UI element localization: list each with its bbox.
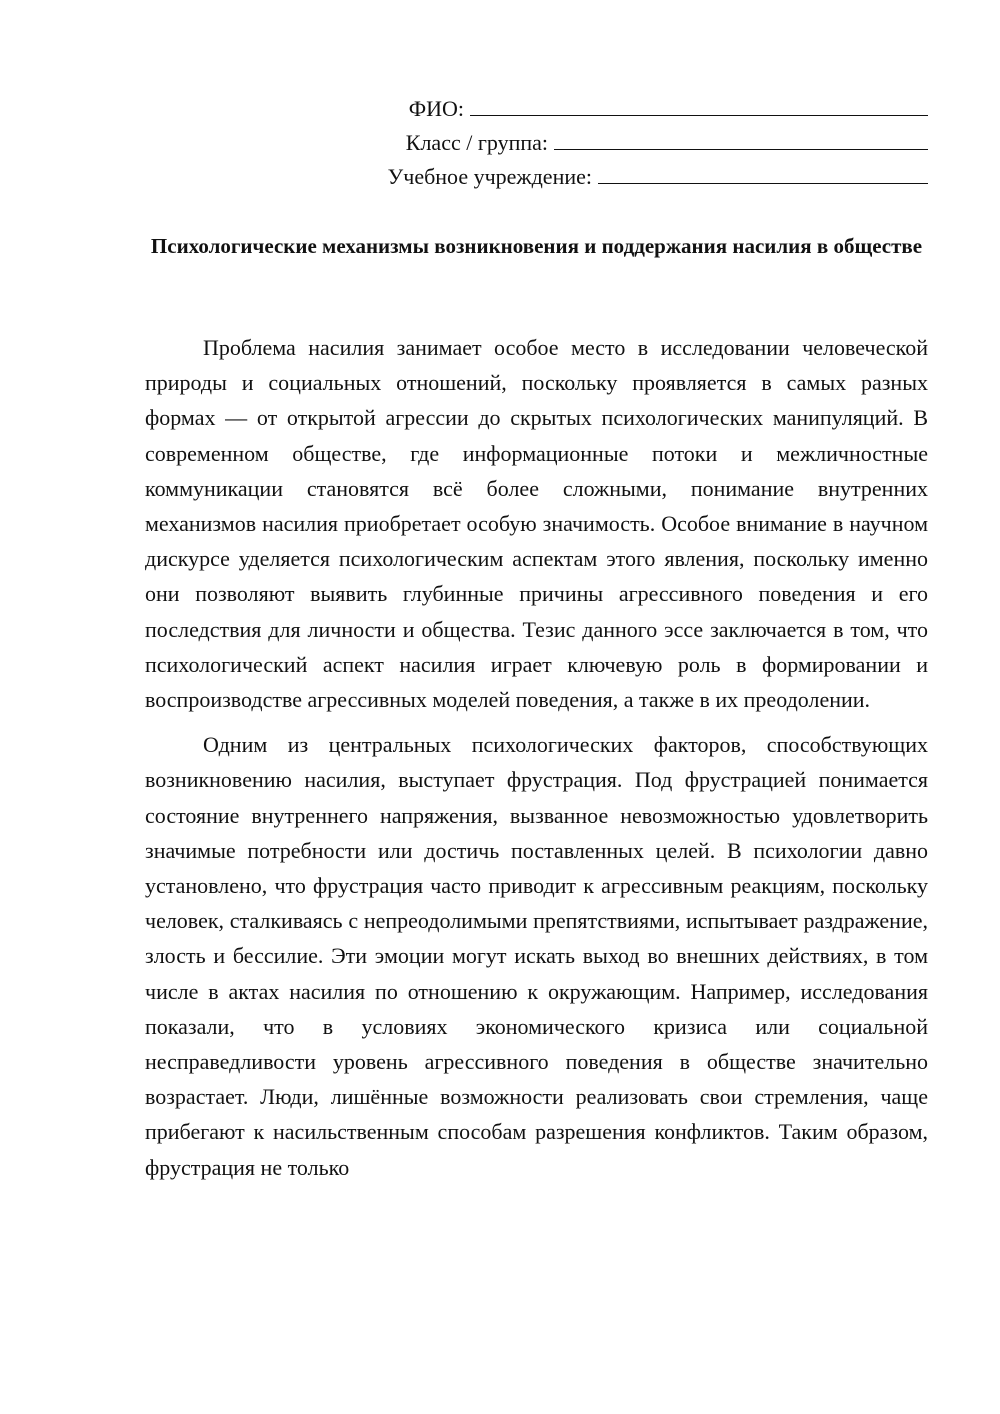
fio-label: ФИО:	[408, 96, 464, 121]
class-label: Класс / группа:	[405, 130, 548, 155]
school-blank-line	[598, 161, 928, 184]
paragraph-2: Одним из центральных психологических факторов, способствующих возникновению насилия, выступает фрустрация. Под фрустрацией понимается состояние внутреннего напряжения, вызванное невозможностью удовлетворить значимые потребности или достичь поставленных целей. В психологии давно установлено, что фрустрация часто приводит к агрессивным реакциям, поскольку человек, сталкиваясь с непреодолимыми препятствиями, испытывает раздражение, злость и бессилие. Эти эмоции могут искать выход во внешних действиях, в том числе в актах насилия по отношению к окружающим. Например, исследования показали, что в условиях экономического кризиса или социальной несправедливости уровень агрессивного поведения в обществе значительно возрастает. Люди, лишённые возможности реализовать свои стремления, чаще прибегают к насильственным способам разрешения конфликтов. Таким образом, фрустрация не только	[145, 732, 928, 1180]
essay-body	[145, 330, 928, 1195]
school-label: Учебное учреждение:	[387, 164, 592, 189]
fio-blank-line	[470, 93, 928, 116]
essay-title: Психологические механизмы возникновения и поддержания насилия в обществе	[150, 234, 923, 258]
class-row	[368, 126, 928, 160]
paragraph-1: Проблема насилия занимает особое место в исследовании человеческой природы и социальных отношений, поскольку проявляется в самых разных формах — от открытой агрессии до скрытых психологических манипуляций. В современном обществе, где информационные потоки и межличностные коммуникации становятся всё более сложными, понимание внутренних механизмов насилия приобретает особую значимость. Особое внимание в научном дискурсе уделяется психологическим аспектам этого явления, поскольку именно они позволяют выявить глубинные причины агрессивного поведения и его последствия для личности и общества. Тезис данного эссе заключается в том, что психологический аспект насилия играет ключевую роль в формировании и воспроизводстве агрессивных моделей поведения, а также в их преодолении.	[145, 335, 928, 713]
fio-row	[368, 92, 928, 126]
class-blank-line	[554, 127, 928, 150]
student-info-header	[368, 92, 928, 194]
school-row	[368, 160, 928, 194]
